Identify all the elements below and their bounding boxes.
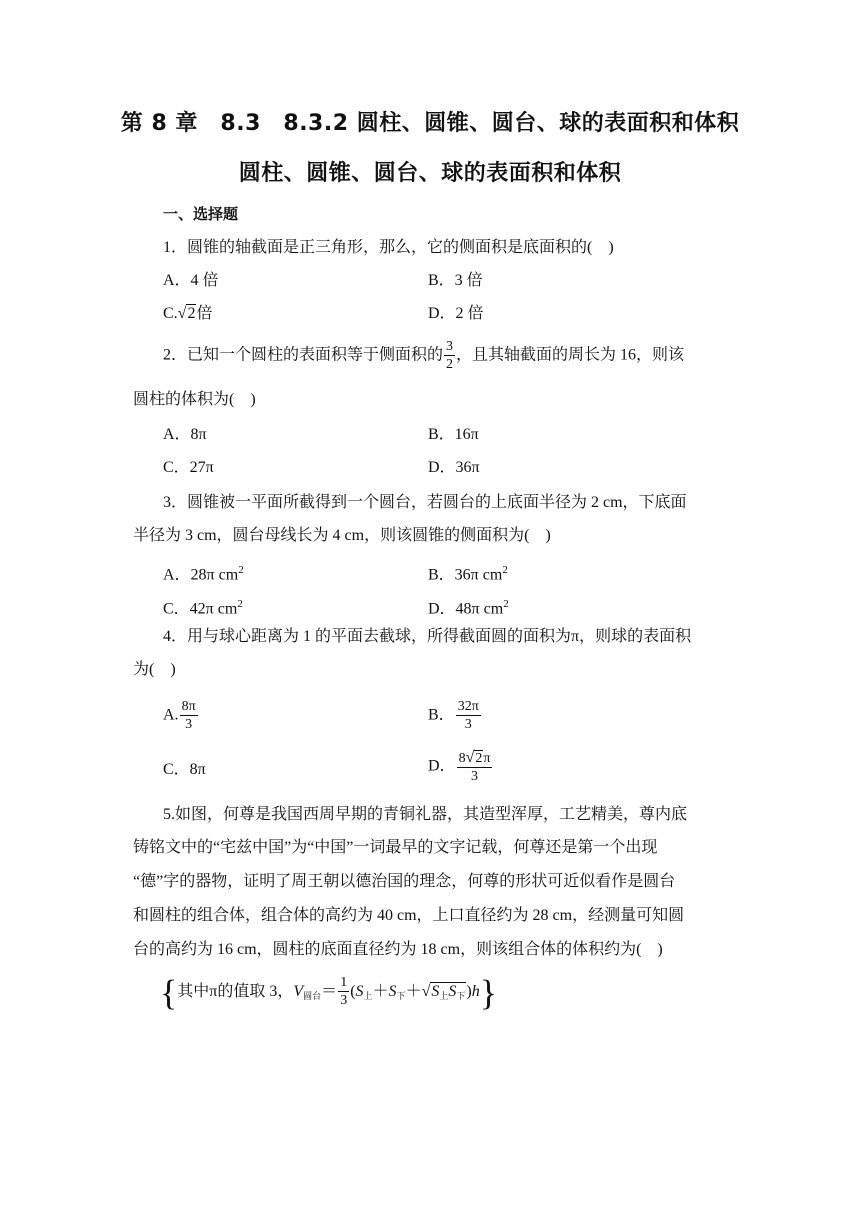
q5-line4: 和圆柱的组合体，组合体的高约为 40 cm，上口直径约为 28 cm，经测量可知圆: [133, 907, 685, 924]
q5-line2: 铸铭文中的“宅兹中国”为“中国”一词最早的文字记载，何尊还是第一个出现: [133, 839, 658, 856]
q4-a-den: 3: [185, 717, 193, 732]
q5-sqrt-s2: S: [448, 983, 457, 1000]
q5-line5: 台的高约为 16 cm，圆柱的底面直径约为 18 cm，则该组合体的体积约为( ): [133, 941, 663, 958]
q4-option-d-prefix: D．: [428, 757, 456, 775]
q1-option-a: A．4 倍: [163, 272, 219, 289]
q1-option-b: B．3 倍: [428, 272, 483, 289]
q1-option-c-prefix: C.: [163, 305, 178, 322]
page-title: 第 8 章 8.3 8.3.2 圆柱、圆锥、圆台、球的表面积和体积: [120, 111, 740, 136]
q4-b-den: 3: [464, 717, 472, 732]
right-brace-icon: }: [479, 972, 497, 1013]
q4-b-num: 32π: [457, 699, 479, 714]
q5-paren-open: (: [350, 983, 356, 1000]
q1-option-c-suffix: 倍: [196, 305, 213, 322]
q4-option-b-fraction: [456, 700, 481, 732]
q5-equals: ＝: [321, 983, 338, 1000]
sqrt-symbol: $√S_上S_下$: [421, 983, 466, 1001]
q5-volume-symbol: V: [293, 983, 304, 1000]
q5-frac-den: 3: [340, 993, 348, 1009]
q2-option-b: B．16π: [428, 426, 479, 443]
q3-option-a: [163, 560, 244, 585]
q5-frac-num: 1: [340, 975, 348, 991]
q4-option-d: [428, 750, 493, 784]
q4-a-num: 8π: [181, 699, 196, 714]
q2-stem-line1: [163, 340, 684, 372]
q5-sub-lower: 下: [396, 991, 406, 1001]
q3-stem-line2: 半径为 3 cm，圆台母线长为 4 cm，则该圆锥的侧面积为( ): [133, 527, 551, 544]
q5-s-lower: S: [388, 983, 397, 1000]
q2-stem-post: ，且其轴截面的周长为 16，则该: [456, 346, 685, 364]
q5-height-symbol: h: [471, 983, 480, 1000]
q3-option-c-sup: 2: [237, 598, 243, 610]
q5-formula-note: [160, 972, 497, 1016]
q4-option-a-fraction: [180, 700, 198, 732]
q3-option-a-text: A．28π cm: [163, 566, 239, 584]
q5-line1: 5.如图，何尊是我国西周早期的青铜礼器，其造型浑厚，工艺精美，尊内底: [163, 806, 688, 823]
q3-option-c: [163, 594, 243, 619]
q5-volume-subscript: 圆台: [303, 991, 322, 1001]
q3-option-a-sup: 2: [238, 564, 244, 576]
q5-s-upper: S: [355, 983, 364, 1000]
q1-option-d: D．2 倍: [428, 305, 484, 322]
q2-stem-line2: 圆柱的体积为( ): [133, 391, 256, 408]
q3-option-d: [428, 594, 509, 619]
q5-sqrt-content: [430, 982, 466, 1000]
q5-sqrt-s1: S: [431, 983, 440, 1000]
q5-sub-upper: 上: [363, 991, 373, 1001]
q2-option-a: A．8π: [163, 426, 207, 443]
q5-note-pre: 其中π的值取 3，: [177, 983, 294, 1000]
q3-option-b-text: B．36π cm: [428, 566, 503, 584]
q2-frac-den: 2: [446, 357, 454, 372]
q1-option-c-radicand: 2: [187, 305, 196, 322]
q3-option-b: [428, 560, 508, 585]
q2-option-c: C．27π: [163, 459, 214, 476]
q4-option-a: [163, 700, 199, 732]
q3-option-b-sup: 2: [502, 564, 508, 576]
q4-d-num-rad: 2: [475, 751, 483, 766]
q5-line3: “德”字的器物，证明了周王朝以德治国的理念，何尊的形状可近似看作是圆台: [133, 873, 676, 890]
sqrt-symbol: √2: [465, 749, 483, 766]
q4-option-b: [428, 700, 482, 732]
q4-d-den: 3: [470, 769, 478, 784]
q1-option-c: [163, 304, 212, 324]
q5-plus-1: ＋: [372, 983, 389, 1000]
left-brace-icon: {: [160, 972, 178, 1013]
q2-stem-pre: 2．已知一个圆柱的表面积等于侧面积的: [163, 346, 444, 364]
q1-stem: 1．圆锥的轴截面是正三角形，那么，它的侧面积是底面积的( ): [163, 239, 614, 256]
q4-d-num: [457, 750, 493, 768]
q3-option-d-text: D．48π cm: [428, 600, 504, 618]
q2-option-d: D．36π: [428, 459, 480, 476]
q4-option-b-prefix: B．: [428, 706, 455, 724]
q5-plus-2: ＋: [405, 983, 422, 1000]
q4-stem-line2: 为( ): [133, 661, 176, 678]
q3-stem-line1: 3．圆锥被一平面所截得到一个圆台，若圆台的上底面半径为 2 cm，下底面: [163, 494, 687, 511]
section-heading: 一、选择题: [163, 205, 239, 223]
page-subtitle: 圆柱、圆锥、圆台、球的表面积和体积: [238, 161, 622, 186]
q4-option-a-prefix: A.: [163, 706, 179, 724]
q5-sqrt-sub1: 上: [439, 991, 449, 1001]
q4-stem-line1: 4．用与球心距离为 1 的平面去截球，所得截面圆的面积为π，则球的表面积: [163, 628, 692, 645]
q4-d-num-post: π: [483, 751, 491, 766]
q5-paren-close: ): [466, 983, 472, 1000]
q3-option-c-text: C．42π cm: [163, 600, 238, 618]
q4-option-d-fraction: [457, 750, 493, 784]
q5-fraction: [338, 976, 349, 1008]
q3-option-d-sup: 2: [503, 598, 509, 610]
sqrt-symbol: √2: [177, 305, 196, 322]
q4-option-c: C．8π: [163, 761, 206, 778]
q4-d-num-pre: 8: [458, 751, 466, 766]
q5-sqrt-sub2: 下: [456, 991, 466, 1001]
q2-frac-num: 3: [446, 339, 454, 354]
q2-fraction: [444, 340, 455, 372]
